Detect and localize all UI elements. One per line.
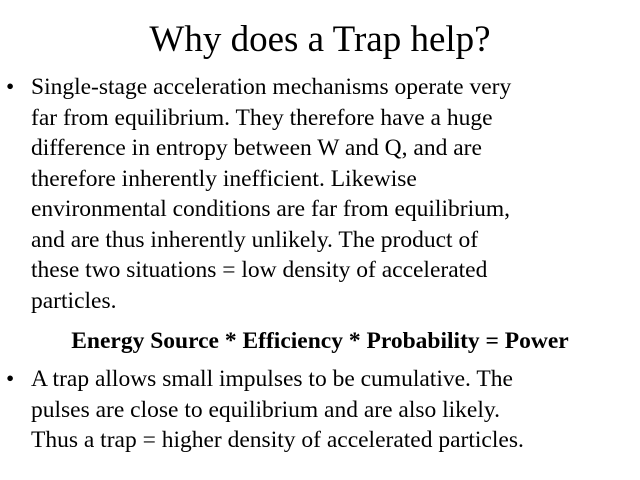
bullet-text-line: Thus a trap = higher density of accelerated particles.	[31, 427, 524, 453]
bullet-item-2	[0, 364, 640, 464]
bullet-text-line: far from equilibrium. They therefore have a huge	[31, 104, 493, 131]
bullet-text-line: therefore inherently inefficient. Likewise	[31, 165, 417, 192]
bullet-text-line: environmental conditions are far from equilibrium,	[31, 196, 510, 222]
bullet-text-line: A trap allows small impulses to be cumulative. The	[31, 366, 513, 392]
bullet-text-line: difference in entropy between W and Q, and are	[31, 135, 482, 161]
bullet-marker: •	[6, 74, 15, 100]
bullet-text-line: particles.	[31, 287, 117, 314]
bullet-marker: •	[6, 366, 15, 392]
bullet-text-line: Single-stage acceleration mechanisms operate very	[31, 74, 512, 100]
bullet-text-1	[31, 72, 631, 316]
bullet-text-2	[31, 364, 631, 456]
bullet-text-line: pulses are close to equilibrium and are also likely.	[31, 396, 500, 423]
bullet-text-line: and are thus inherently unlikely. The product of	[31, 226, 479, 253]
bullet-text-line: these two situations = low density of accelerated	[31, 257, 488, 283]
bullet-item-1	[0, 72, 640, 322]
power-equation: Energy Source * Efficiency * Probability = Power	[71, 328, 569, 354]
slide-title: Why does a Trap help?	[149, 19, 491, 60]
